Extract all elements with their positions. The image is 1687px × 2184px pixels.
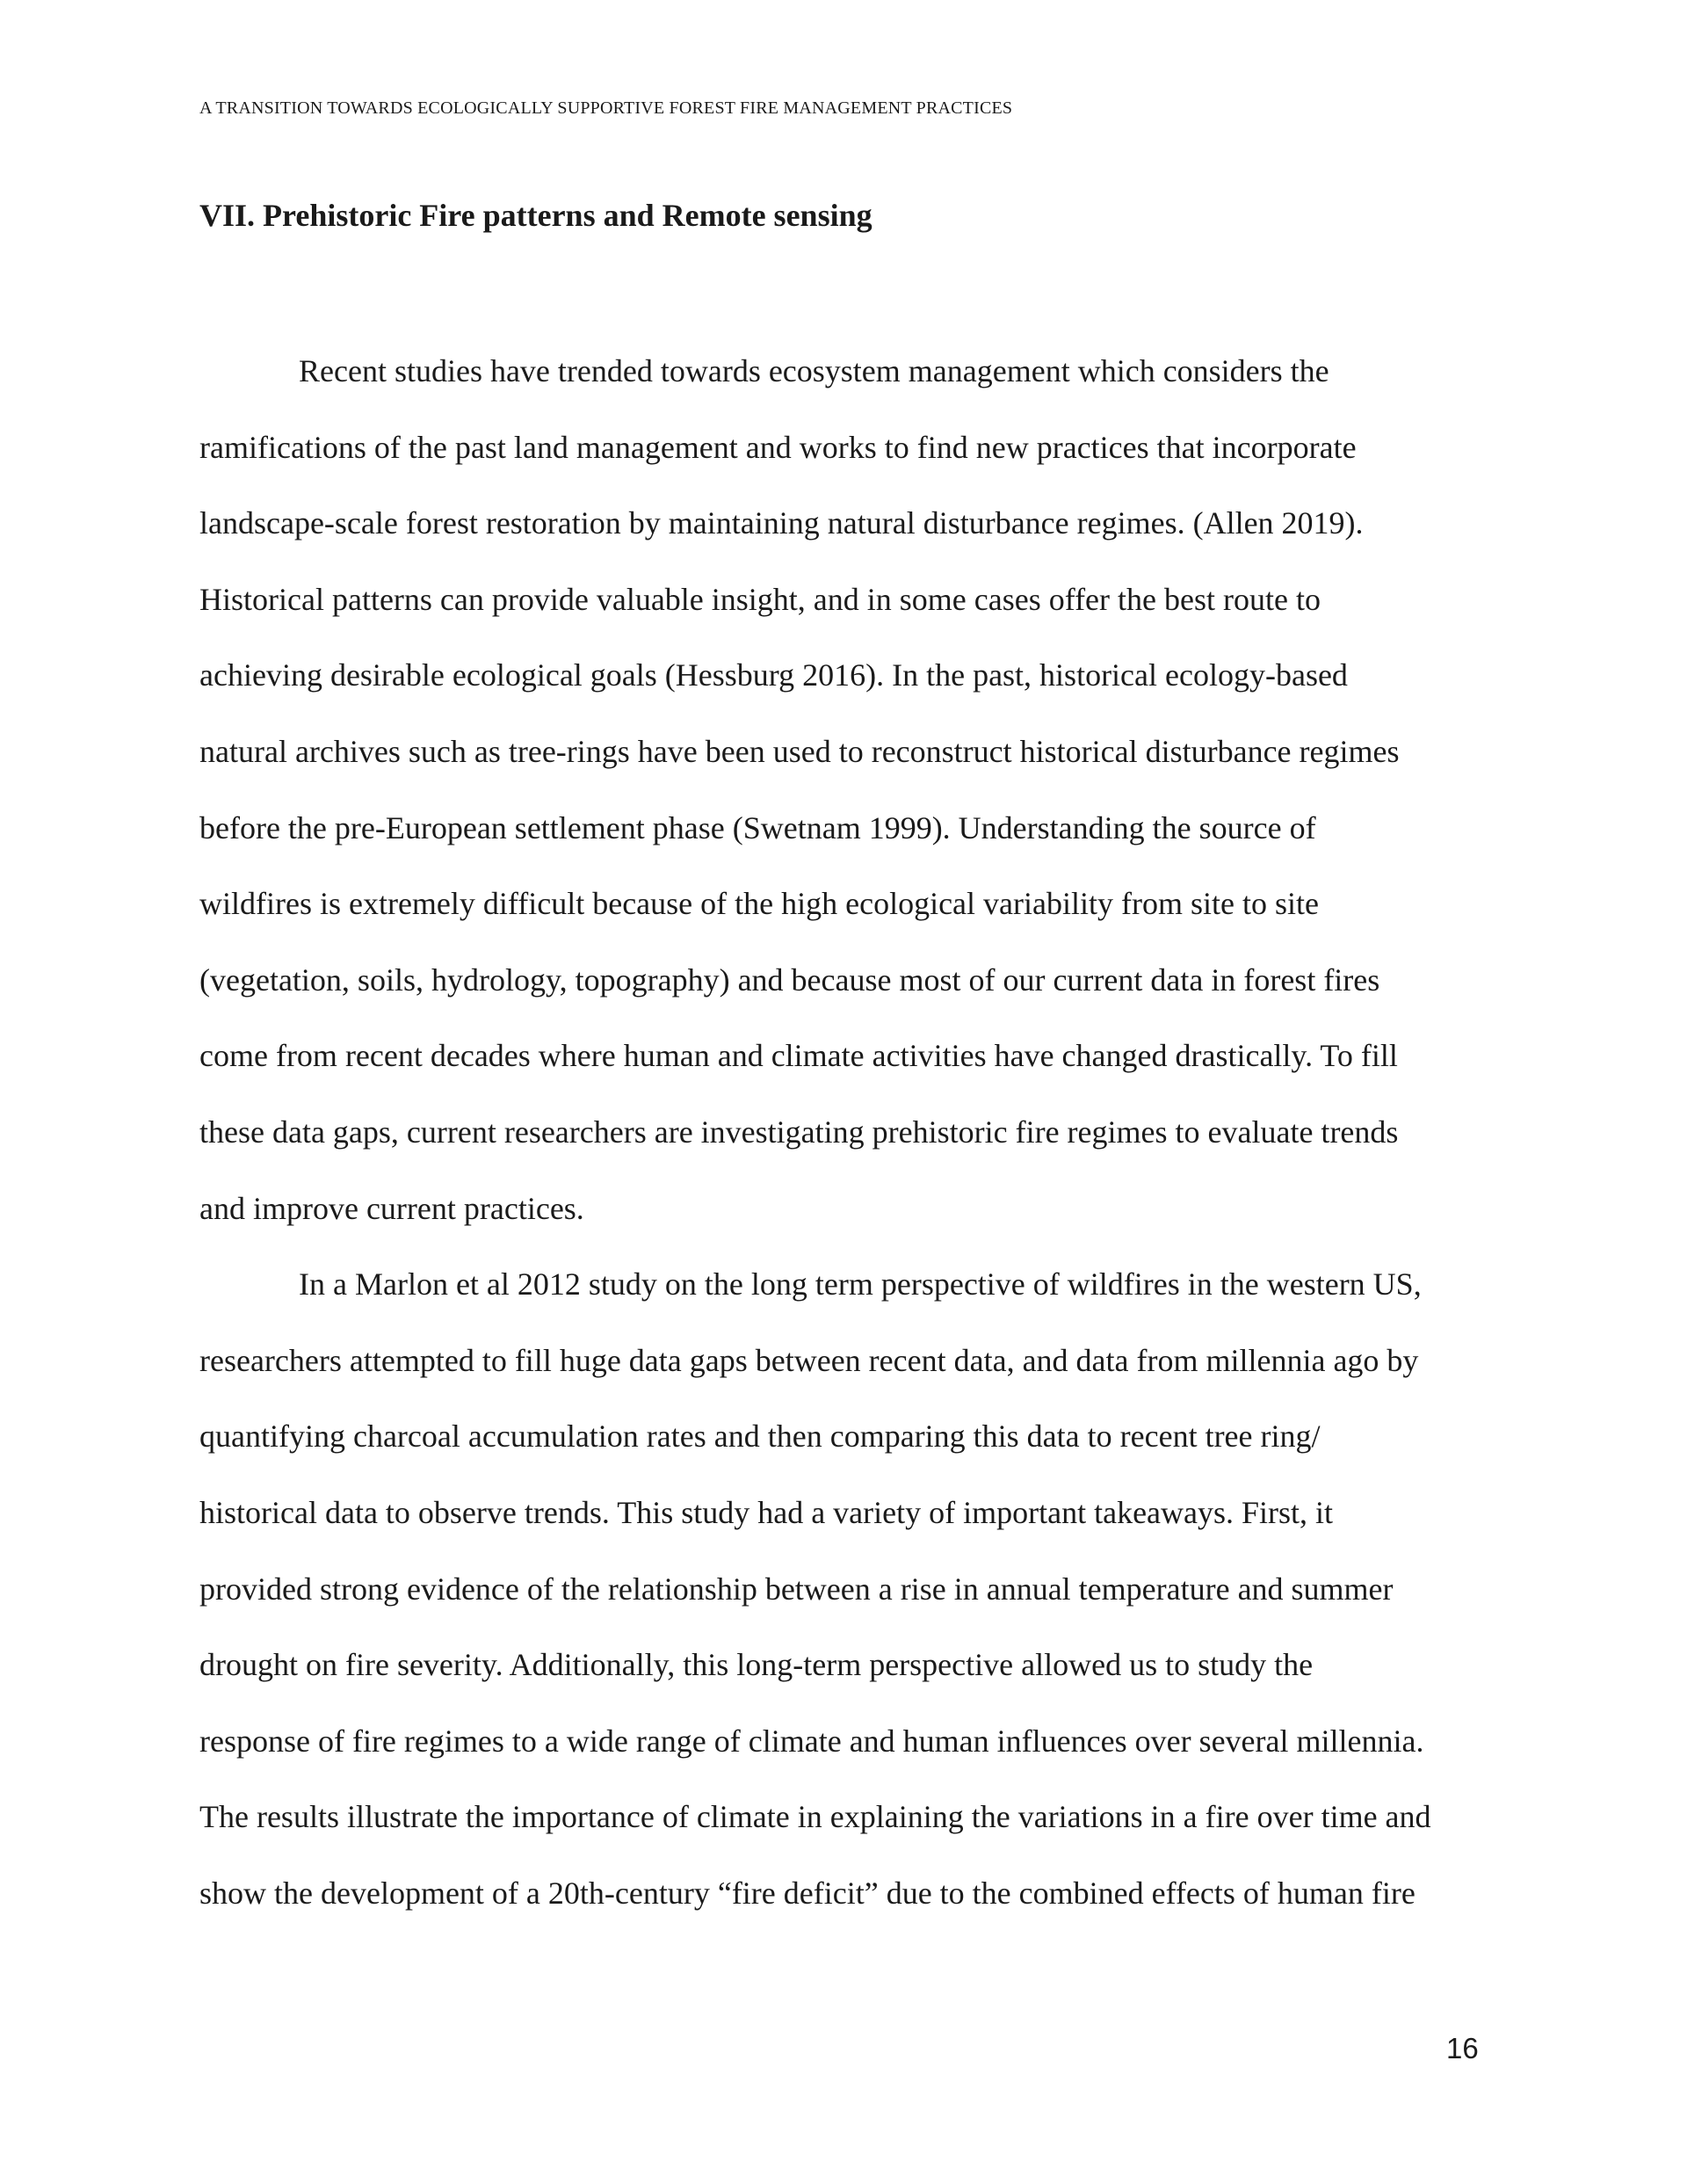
paragraph-2-line-3: quantifying charcoal accumulation rates and then comparing this data to recent tree ring/ — [199, 1419, 1321, 1455]
running-head: A TRANSITION TOWARDS ECOLOGICALLY SUPPORTIVE FOREST FIRE MANAGEMENT PRACTICES — [199, 98, 1013, 118]
paragraph-1-line-10: come from recent decades where human and climate activities have changed drastically. To fill — [199, 1038, 1398, 1074]
paragraph-1-line-7: before the pre-European settlement phase (Swetnam 1999). Understanding the source of — [199, 809, 1316, 845]
paragraph-2-line-8: The results illustrate the importance of climate in explaining the variations in a fire over time and — [199, 1799, 1431, 1835]
paragraph-2-line-2: researchers attempted to fill huge data gaps between recent data, and data from millennia ago by — [199, 1342, 1419, 1378]
paragraph-2-line-1: In a Marlon et al 2012 study on the long term perspective of wildfires in the western US, — [299, 1266, 1422, 1302]
paragraph-1-line-1: Recent studies have trended towards ecosystem management which considers the — [299, 353, 1329, 388]
paragraph-1-line-8: wildfires is extremely difficult because of the high ecological variability from site to site — [199, 886, 1319, 922]
paragraph-1-line-11: these data gaps, current researchers are investigating prehistoric fire regimes to evaluate trends — [199, 1114, 1399, 1150]
paragraph-1-line-3: landscape-scale forest restoration by maintaining natural disturbance regimes. (Allen 2019). — [199, 505, 1364, 541]
paragraph-2-line-6: drought on fire severity. Additionally, this long-term perspective allowed us to study the — [199, 1647, 1314, 1683]
paragraph-2-line-7: response of fire regimes to a wide range of climate and human influences over several millennia. — [199, 1723, 1424, 1759]
paragraph-1-line-4: Historical patterns can provide valuable insight, and in some cases offer the best route to — [199, 581, 1321, 617]
paragraph-1-line-9: (vegetation, soils, hydrology, topography) and because most of our current data in forest fires — [199, 961, 1380, 998]
section-heading: VII. Prehistoric Fire patterns and Remote sensing — [199, 198, 872, 233]
page-number: 16 — [1446, 2032, 1479, 2064]
body-text — [199, 345, 1500, 1942]
paragraph-1-line-6: natural archives such as tree-rings have been used to reconstruct historical disturbance regimes — [199, 733, 1400, 769]
paragraph-2-line-9: show the development of a 20th-century “fire deficit” due to the combined effects of human fire — [199, 1875, 1415, 1911]
paragraph-1-line-2: ramifications of the past land management and works to find new practices that incorporate — [199, 429, 1357, 465]
paragraph-2-line-5: provided strong evidence of the relationship between a rise in annual temperature and summer — [199, 1571, 1394, 1607]
paragraph-1-line-12: and improve current practices. — [199, 1190, 584, 1226]
paragraph-1-line-5: achieving desirable ecological goals (Hessburg 2016). In the past, historical ecology-based — [199, 657, 1348, 693]
paragraph-2-line-4: historical data to observe trends. This study had a variety of important takeaways. First, it — [199, 1494, 1334, 1530]
